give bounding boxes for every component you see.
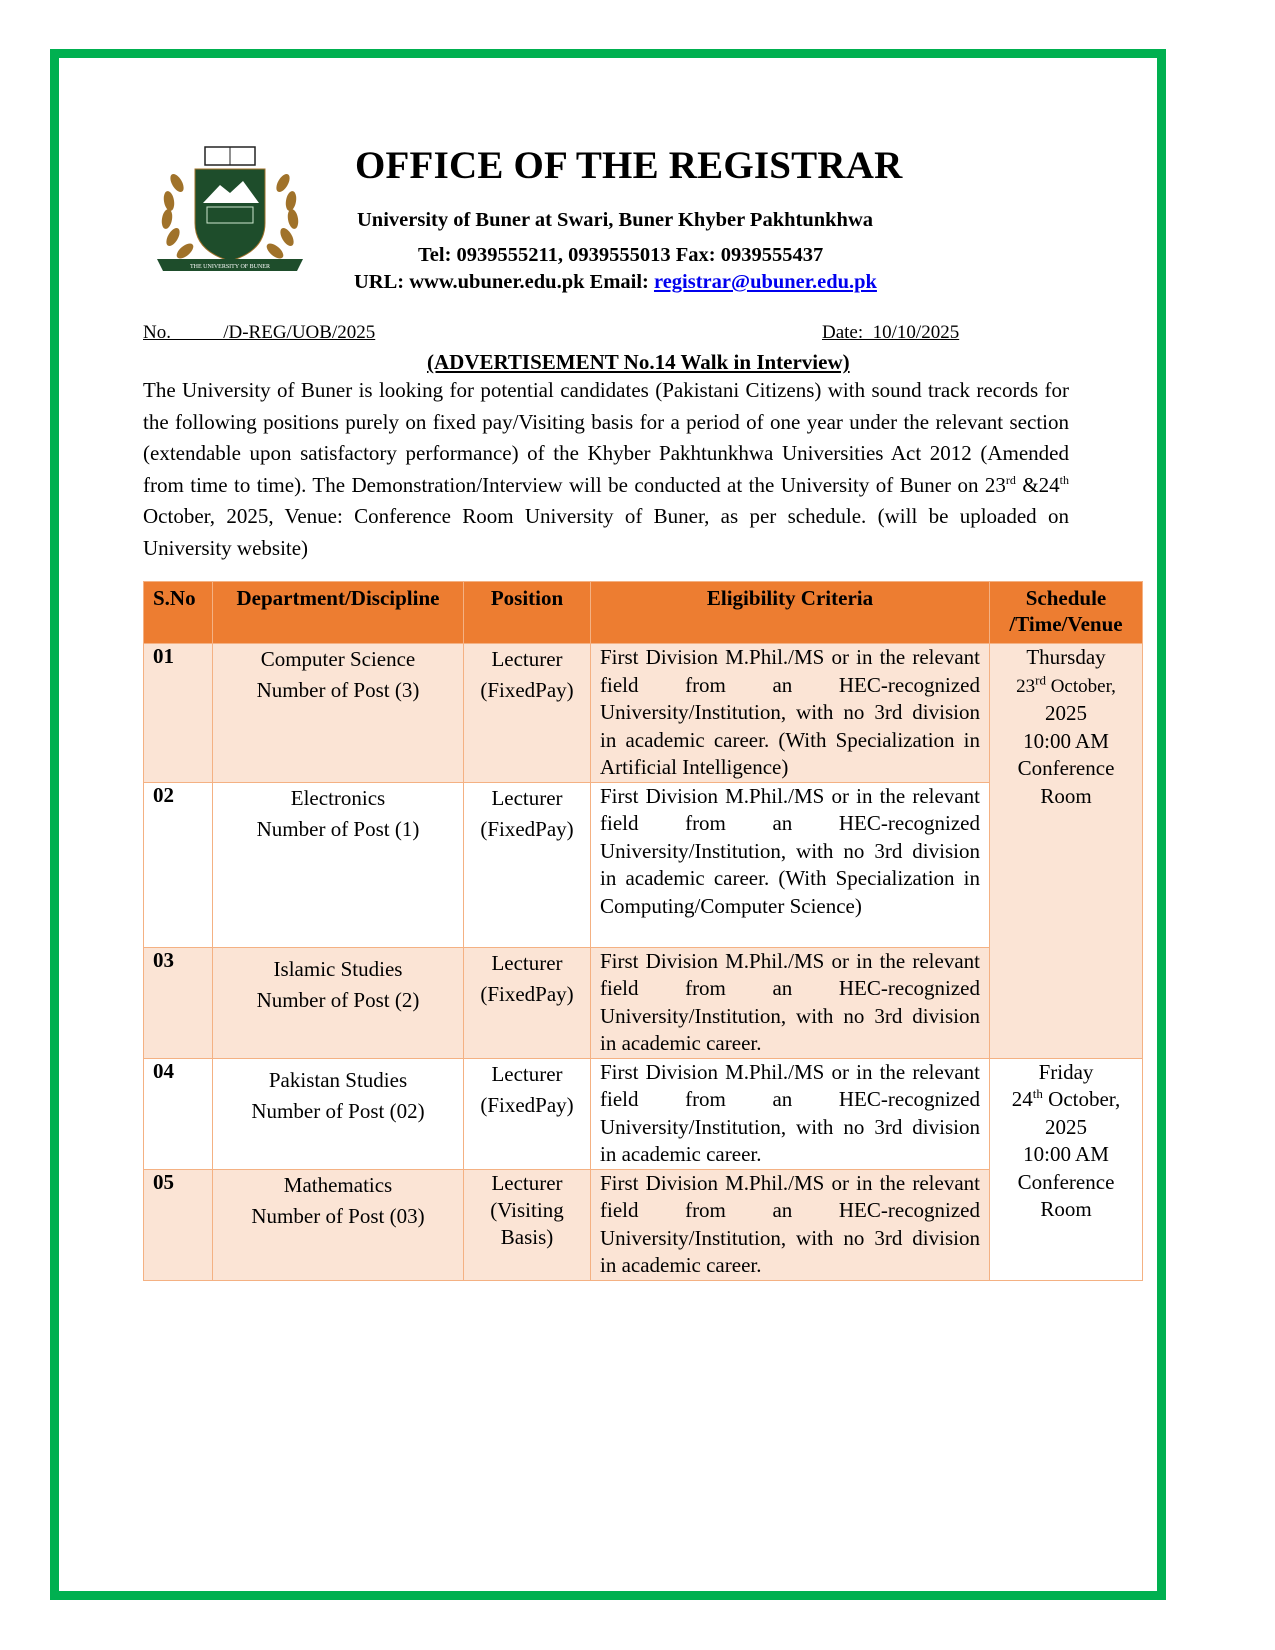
table-row (144, 1058, 1143, 1169)
row-eligibility: First Division M.Phil./MS or in the relevant field from an HEC-recognized University/Institution, with no 3rd division in academic career. (With Specialization in Artificial Intelligence) (591, 644, 990, 783)
header-position: Position (464, 582, 591, 644)
header-schedule: Schedule /Time/Venue (990, 582, 1143, 644)
row-eligibility: First Division M.Phil./MS or in the relevant field from an HEC-recognized University/Institution, with no 3rd division in academic career. (591, 947, 990, 1058)
url-email-line (354, 271, 877, 294)
row-eligibility: First Division M.Phil./MS or in the relevant field from an HEC-recognized University/Institution, with no 3rd division in academic career. (591, 1169, 990, 1280)
row-position: Lecturer (FixedPay) (464, 782, 591, 947)
row-position: Lecturer (Visiting Basis) (464, 1169, 591, 1280)
reference-number: No. /D-REG/UOB/2025 (143, 322, 376, 343)
row-department: Pakistan Studies Number of Post (02) (213, 1058, 464, 1169)
row-sno: 05 (144, 1169, 213, 1280)
row-department: Computer Science Number of Post (3) (213, 644, 464, 783)
row-eligibility: First Division M.Phil./MS or in the relevant field from an HEC-recognized University/Institution, with no 3rd division in academic career. (591, 1058, 990, 1169)
contact-numbers: Tel: 0939555211, 0939555013 Fax: 0939555437 (418, 244, 824, 266)
table-row (144, 644, 1143, 783)
office-title: OFFICE OF THE REGISTRAR (355, 144, 903, 187)
row-sno: 04 (144, 1058, 213, 1169)
schedule-thursday: Thursday 23rd October, 2025 10:00 AM Conference Room (990, 644, 1143, 1059)
url-label: URL: www.ubuner.edu.pk Email: (354, 271, 654, 293)
svg-text:THE UNIVERSITY OF BUNER: THE UNIVERSITY OF BUNER (190, 264, 270, 270)
row-sno: 01 (144, 644, 213, 783)
header-eligibility: Eligibility Criteria (591, 582, 990, 644)
row-department: Islamic Studies Number of Post (2) (213, 947, 464, 1058)
advertisement-intro: The University of Buner is looking for potential candidates (Pakistani Citizens) with sound track records for the following positions purely on fixed pay/Visiting basis for a period of one year under the relevant section (extendable upon satisfactory performance) of the Khyber Pakhtunkhwa Universities Act 2012 (Amended from time to time). The Demonstration/Interview will be conducted at the University of Buner on 23rd &24th October, 2025, Venue: Conference Room University of Buner, as per schedule. (will be uploaded on University website) (143, 378, 1069, 560)
row-department: Electronics Number of Post (1) (213, 782, 464, 947)
row-position: Lecturer (FixedPay) (464, 644, 591, 783)
row-eligibility: First Division M.Phil./MS or in the relevant field from an HEC-recognized University/Institution, with no 3rd division in academic career. (With Specialization in Computing/Computer Science) (591, 782, 990, 947)
row-department: Mathematics Number of Post (03) (213, 1169, 464, 1280)
university-logo-icon (155, 143, 305, 275)
header-sno: S.No (144, 582, 213, 644)
email-link[interactable]: registrar@ubuner.edu.pk (653, 271, 877, 293)
advertisement-title: (ADVERTISEMENT No.14 Walk in Interview) (427, 350, 850, 374)
header-department: Department/Discipline (213, 582, 464, 644)
university-address: University of Buner at Swari, Buner Khyber Pakhtunkhwa (357, 209, 873, 231)
table-header-row (144, 582, 1143, 644)
row-position: Lecturer (FixedPay) (464, 1058, 591, 1169)
row-sno: 03 (144, 947, 213, 1058)
row-sno: 02 (144, 782, 213, 947)
row-position: Lecturer (FixedPay) (464, 947, 591, 1058)
positions-table (143, 581, 1143, 1281)
schedule-friday: Friday 24th October, 2025 10:00 AM Conference Room (990, 1058, 1143, 1280)
document-date: Date: 10/10/2025 (822, 322, 960, 343)
